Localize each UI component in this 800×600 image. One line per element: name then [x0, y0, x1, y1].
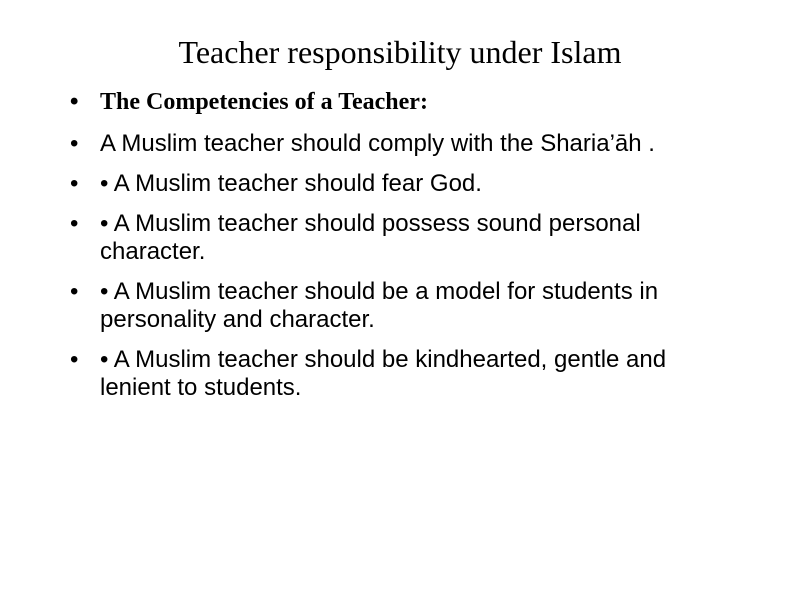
list-item-text: • A Muslim teacher should fear God.	[100, 170, 482, 197]
bullet-icon: •	[70, 346, 79, 373]
list-item	[70, 170, 730, 198]
list-item-text: • A Muslim teacher should possess sound personal character.	[100, 210, 641, 265]
list-item	[70, 88, 730, 116]
list-item-text: • A Muslim teacher should be a model for students in personality and character.	[100, 278, 659, 333]
bullet-icon: •	[70, 88, 79, 115]
bullet-icon: •	[70, 130, 79, 157]
slide-title: Teacher responsibility under Islam	[178, 34, 622, 70]
list-item	[70, 346, 730, 402]
list-item	[70, 130, 730, 158]
list-item	[70, 278, 730, 334]
list-item-text: The Competencies of a Teacher:	[100, 89, 428, 115]
bullet-icon: •	[70, 278, 79, 305]
bullet-icon: •	[70, 170, 79, 197]
list-item-text: • A Muslim teacher should be kindhearted, gentle and lenient to students.	[100, 346, 667, 401]
bullet-icon: •	[70, 210, 79, 237]
bullet-list	[70, 88, 730, 414]
list-item	[70, 210, 730, 266]
list-item-text: A Muslim teacher should comply with the Sharia’āh .	[100, 130, 655, 157]
